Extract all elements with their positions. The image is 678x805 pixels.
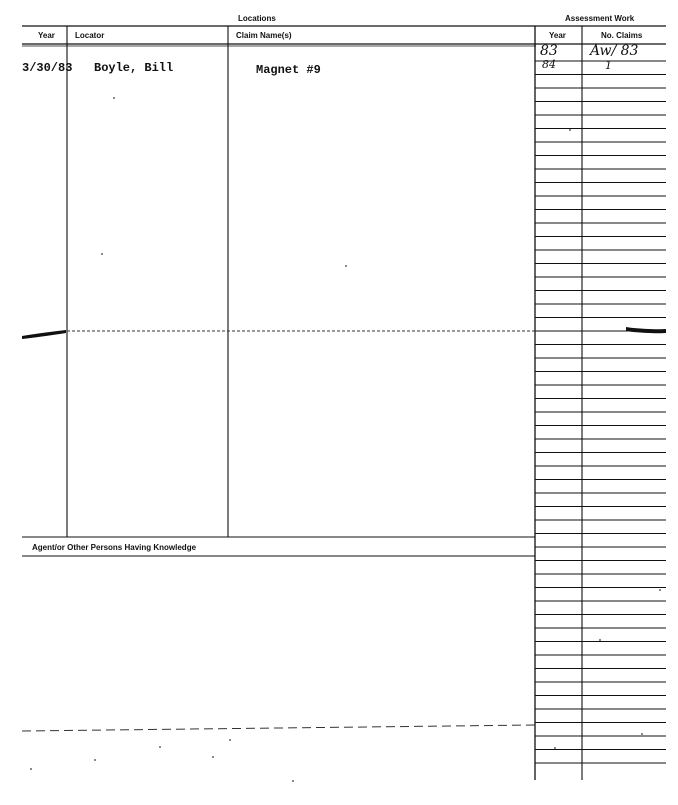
assessment-work-header: Assessment Work [565, 14, 635, 23]
scan-speck [345, 265, 347, 267]
year-column-header: Year [38, 31, 55, 40]
entry-locator: Boyle, Bill [94, 61, 174, 75]
aw-year-entry-2: 84 [542, 58, 556, 71]
aw-no-claims-column-header: No. Claims [601, 31, 643, 40]
scan-speck [599, 639, 601, 641]
scan-speck [641, 733, 643, 735]
aw-year-column-header: Year [549, 31, 566, 40]
entry-date: 3/30/83 [22, 61, 73, 75]
agent-section-header: Agent/or Other Persons Having Knowledge [32, 543, 197, 552]
aw-year-entry-1: 83 [540, 43, 558, 59]
scan-speck [101, 253, 103, 255]
scan-speck [659, 589, 661, 591]
entry-claim-name: Magnet #9 [256, 63, 321, 77]
scan-speck [30, 768, 32, 770]
scan-speck [554, 747, 556, 749]
scan-speck [569, 129, 571, 131]
aw-note-entry-2: 1 [605, 59, 612, 72]
scan-speck [94, 759, 96, 761]
scan-speck [292, 780, 294, 782]
scan-speck [212, 756, 214, 758]
locations-header: Locations [238, 14, 276, 23]
scan-speck [159, 746, 161, 748]
locator-column-header: Locator [75, 31, 105, 40]
aw-note-entry-1: Aw/ 83 [590, 43, 639, 59]
claim-names-column-header: Claim Name(s) [236, 31, 292, 40]
scan-speck [113, 97, 115, 99]
scan-speck [229, 739, 231, 741]
